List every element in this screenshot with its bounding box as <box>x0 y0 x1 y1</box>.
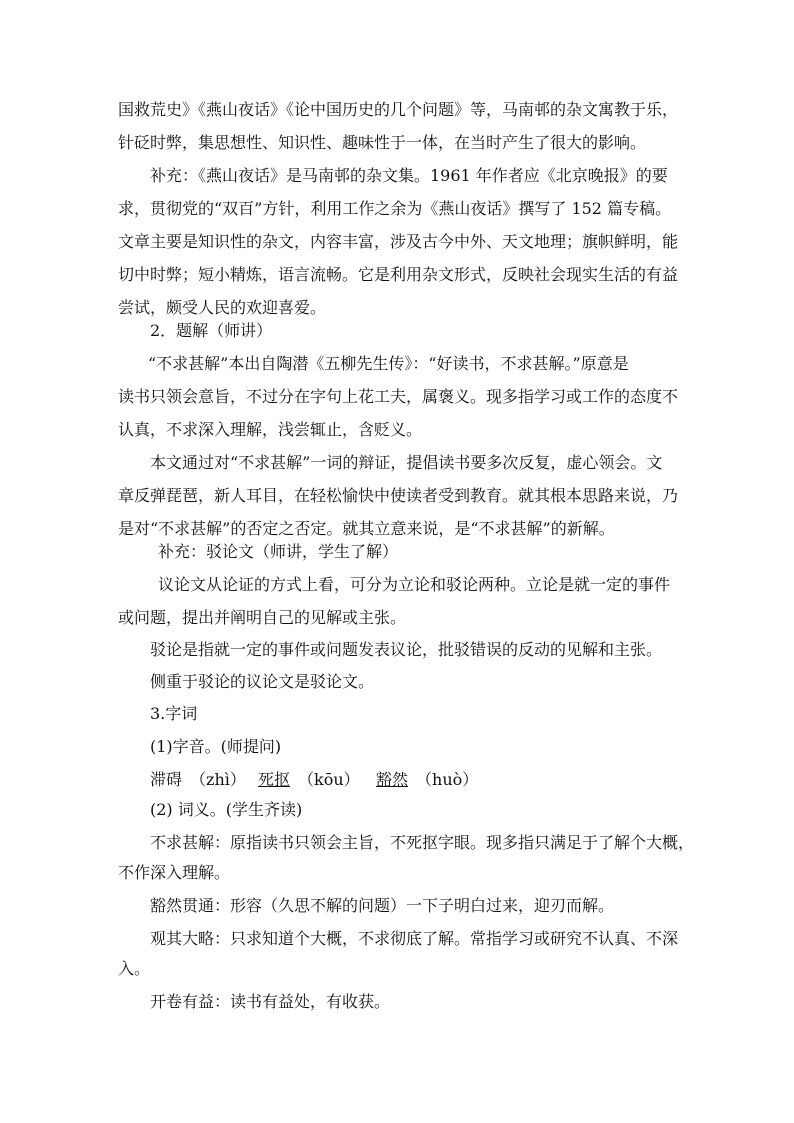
section-heading: 3.字词 <box>150 704 198 723</box>
paragraph-line: 文章主要是知识性的杂文，内容丰富，涉及古今中外、天文地理；旗帜鲜明，能 <box>118 232 679 251</box>
definition-line: 入。 <box>118 959 151 978</box>
pronunciation-item <box>258 770 360 790</box>
paragraph-line: 议论文从论证的方式上看，可分为立论和驳论两种。立论是就一定的事件 <box>158 575 671 594</box>
definition-line: 开卷有益：读书有益处，有收获。 <box>150 992 391 1011</box>
paragraph-line: 补充：《燕山夜话》是马南邨的杂文集。1961 年作者应《北京晚报》的要 <box>150 166 668 185</box>
paragraph-line: 求，贯彻党的“双百”方针，利用工作之余为《燕山夜话》撰写了 152 篇专稿。 <box>118 199 672 218</box>
paragraph-line: 尝试，颇受人民的欢迎喜爱。 <box>118 298 327 317</box>
paragraph-line: 认真，不求深入理解，浅尝辄止，含贬义。 <box>118 420 423 439</box>
definition-line: 不求甚解：原指读书只领会主旨，不死抠字眼。现多指只满足于了解个大概， <box>150 833 695 852</box>
paragraph-line: 或问题，提出并阐明自己的见解或主张。 <box>118 608 407 627</box>
paragraph-line: 本文通过对“不求甚解”一词的辩证，提倡读书要多次反复，虚心领会。文 <box>150 453 663 472</box>
paragraph-line: 读书只领会意旨，不过分在字句上花工夫，属褒义。现多指学习或工作的态度不 <box>118 387 679 406</box>
paragraph-line: 切中时弊；短小精炼，语言流畅。它是利用杂文形式，反映社会现实生活的有益 <box>118 265 679 284</box>
sub-heading: (2) 词义。(学生齐读) <box>150 800 303 819</box>
paragraph-line: 针砭时弊，集思想性、知识性、趣味性于一体，在当时产生了很大的影响。 <box>118 133 647 152</box>
definition-line: 不作深入理解。 <box>118 863 231 882</box>
paragraph-line: 是对“不求甚解”的否定之否定。就其立意来说，是“不求甚解”的新解。 <box>118 519 615 538</box>
definition-line: 豁然贯通：形容（久思不解的问题）一下子明白过来，迎刃而解。 <box>150 896 615 915</box>
paragraph-line: 驳论是指就一定的事件或问题发表议论，批驳错误的反动的见解和主张。 <box>150 640 663 659</box>
pronunciation-pinyin: （zhì） <box>190 770 246 789</box>
paragraph-line: 章反弹琵琶，新人耳目，在轻松愉快中使读者受到教育。就其根本思路来说，乃 <box>118 486 679 505</box>
paragraph-line: “不求甚解”本出自陶潜《五柳先生传》：“好读书，不求甚解。”原意是 <box>148 354 629 373</box>
pronunciation-word: 死抠 <box>258 770 291 789</box>
pronunciation-pinyin: （kōu） <box>298 770 360 789</box>
pronunciation-item <box>376 770 478 790</box>
section-heading: 补充：驳论文（师讲，学生了解） <box>158 542 399 561</box>
pronunciation-word: 滞碍 <box>150 770 183 789</box>
sub-heading: (1)字音。(师提问) <box>150 737 282 756</box>
paragraph-line: 国救荒史》《燕山夜话》《论中国历史的几个问题》等，马南邨的杂文寓教于乐， <box>118 100 679 119</box>
paragraph-line: 侧重于驳论的议论文是驳论文。 <box>150 672 375 691</box>
pronunciation-word: 豁然 <box>376 770 409 789</box>
section-heading: 2．题解（师讲） <box>150 321 273 340</box>
pronunciation-item <box>150 770 246 790</box>
definition-line: 观其大略：只求知道个大概，不求彻底了解。常指学习或研究不认真、不深 <box>150 929 679 948</box>
pronunciation-pinyin: （huò） <box>416 770 479 789</box>
